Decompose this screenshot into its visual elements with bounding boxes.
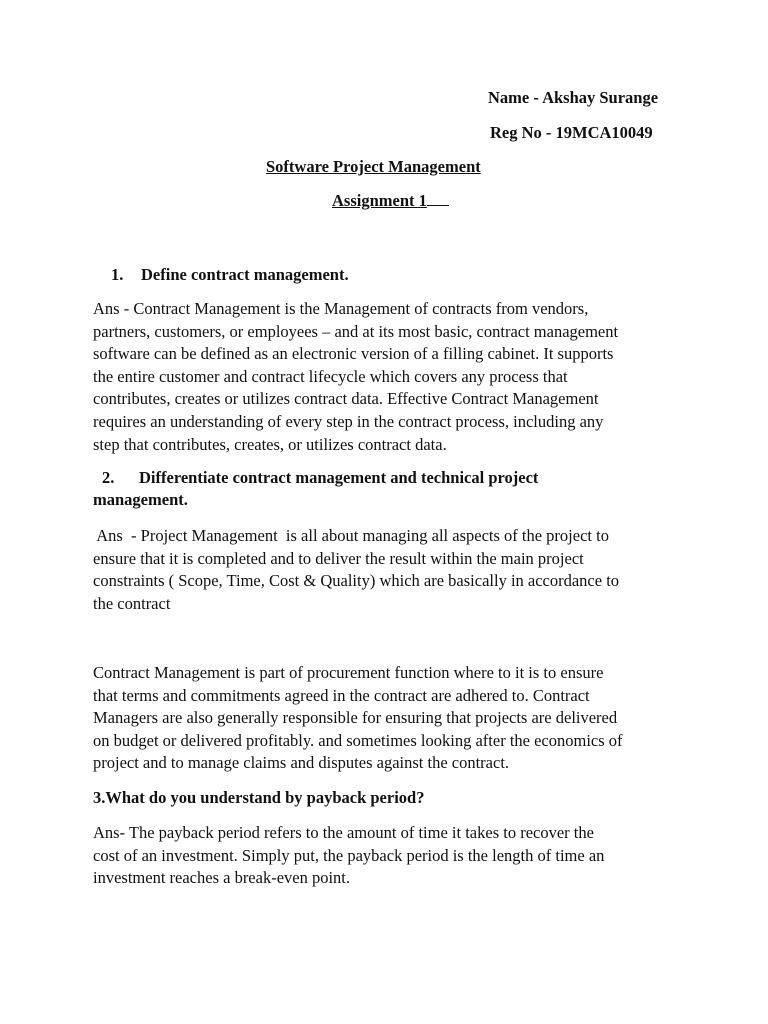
answer-2a-line: ensure that it is completed and to deliver the result within the main project	[93, 548, 584, 568]
assignment-underline-trail	[427, 191, 449, 206]
assignment-label: Assignment 1	[332, 191, 427, 210]
question-2-text-line1: Differentiate contract management and technical project	[139, 468, 539, 487]
answer-2b-line: Managers are also generally responsible for ensuring that projects are delivered	[93, 708, 618, 728]
answer-2a-line: the contract	[93, 593, 171, 613]
answer-3-line: investment reaches a break-even point.	[93, 868, 351, 888]
answer-2b-line: project and to manage claims and disputes against the contract.	[93, 753, 510, 773]
question-1	[111, 265, 349, 285]
student-name: Name - Akshay Surange	[488, 88, 659, 107]
answer-1-line: the entire customer and contract lifecycle which covers any process that	[93, 366, 568, 386]
answer-3-line: cost of an investment. Simply put, the payback period is the length of time an	[93, 845, 605, 865]
answer-2b-line: Contract Management is part of procurement function where to it is to ensure	[93, 663, 604, 682]
answer-1-line: partners, customers, or employees – and at its most basic, contract management	[93, 321, 619, 341]
question-2-number: 2.	[102, 468, 115, 487]
answer-2b-line: that terms and commitments agreed in the contract are adhered to. Contract	[93, 685, 590, 705]
course-title: Software Project Management	[266, 157, 481, 176]
answer-1-line: contributes, creates or utilizes contract data. Effective Contract Management	[93, 389, 599, 409]
answer-2b-line: on budget or delivered profitably. and sometimes looking after the economics of	[93, 730, 623, 750]
answer-2a-line: constraints ( Scope, Time, Cost & Quality) which are basically in accordance to	[93, 571, 620, 591]
question-2	[102, 468, 538, 488]
answer-1	[93, 298, 683, 456]
answer-1-line: Ans - Contract Management is the Management of contracts from vendors,	[93, 299, 589, 318]
answer-3-line: Ans- The payback period refers to the amount of time it takes to recover the	[93, 823, 594, 842]
question-3: 3.What do you understand by payback period?	[93, 788, 425, 807]
answer-2a-line: Ans - Project Management is all about managing all aspects of the project to	[93, 526, 609, 545]
question-1-text: Define contract management.	[141, 265, 349, 284]
question-2-text-line2: management.	[93, 490, 188, 509]
answer-1-line: software can be defined as an electronic version of a filling cabinet. It supports	[93, 344, 614, 364]
question-1-number: 1.	[111, 265, 124, 284]
answer-2-project-management	[93, 525, 683, 615]
assignment-title	[332, 191, 449, 211]
answer-3	[93, 822, 683, 890]
answer-1-line: step that contributes, creates, or utilizes contract data.	[93, 434, 447, 454]
answer-1-line: requires an understanding of every step in the contract process, including any	[93, 411, 604, 431]
answer-2-contract-management	[93, 662, 683, 775]
registration-number: Reg No - 19MCA10049	[490, 123, 653, 142]
